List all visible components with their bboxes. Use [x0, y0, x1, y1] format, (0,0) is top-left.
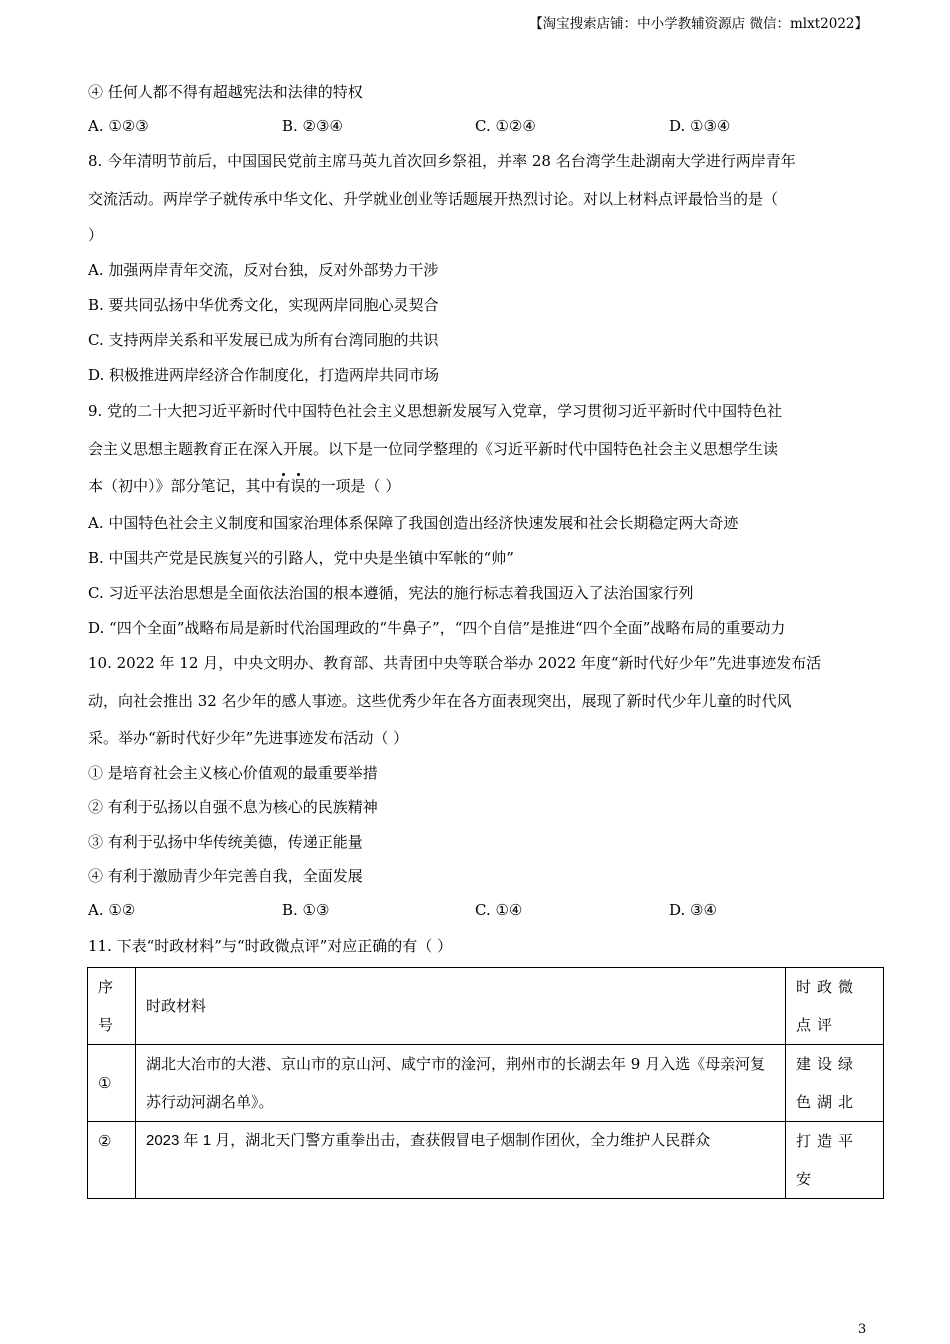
q7-option-b: B. ②③④: [282, 117, 343, 135]
table-cell-index: ①: [88, 1045, 136, 1122]
q10-stem-line-3: 采。举办“新时代好少年”先进事迹发布活动（ ）: [88, 729, 409, 747]
table-header-row: [88, 968, 884, 1045]
q9-stem-line-1: 9. 党的二十大把习近平新时代中国特色社会主义思想新发展写入党章，学习贯彻习近平新时代中国特色社: [88, 402, 783, 420]
q8-option-a: A. 加强两岸青年交流，反对台独，反对外部势力干涉: [88, 261, 439, 279]
emphasis-char-2: 误: [290, 477, 306, 495]
q8-option-c: C. 支持两岸关系和平发展已成为所有台湾同胞的共识: [88, 331, 439, 349]
q7-option-d: D. ①③④: [669, 117, 731, 135]
q8-stem-line-2: 交流活动。两岸学子就传承中华文化、升学就业创业等话题展开热烈讨论。对以上材料点评最恰当的是（: [88, 190, 779, 208]
q7-option-c: C. ①②④: [475, 117, 536, 135]
q9-stem-post: 的一项是（ ）: [305, 477, 401, 495]
q10-stem-line-1: 10. 2022 年 12 月，中央文明办、教育部、共青团中央等联合举办 2022 年度“新时代好少年”先进事迹发布活: [88, 654, 822, 672]
table-header-comment: 时政微点评: [786, 968, 884, 1045]
table-cell-comment: 打造平安: [786, 1122, 884, 1199]
q10-option-a: A. ①②: [88, 901, 136, 919]
q8-stem-line-3: ）: [88, 226, 104, 244]
q10-item-4: ④ 有利于激励青少年完善自我，全面发展: [88, 867, 363, 885]
table-header-index: 序号: [88, 968, 136, 1045]
q8-stem-line-1: 8. 今年清明节前后，中国国民党前主席马英九首次回乡祭祖，并率 28 名台湾学生赴湖南大学进行两岸青年: [88, 152, 796, 170]
q11-table: [87, 967, 884, 1199]
page-number: 3: [858, 1322, 867, 1337]
table-cell-comment: 建设绿色湖北: [786, 1045, 884, 1122]
q10-option-b: B. ①③: [282, 901, 330, 919]
table-header-material: 时政材料: [136, 968, 786, 1045]
q9-stem-line-3: [88, 475, 400, 497]
q9-option-c: C. 习近平法治思想是全面依法治国的根本遵循，宪法的施行标志着我国迈入了法治国家行列: [88, 584, 694, 602]
q9-option-d: D. “四个全面”战略布局是新时代治国理政的“牛鼻子”，“四个自信”是推进“四个全面”战略布局的重要动力: [88, 619, 786, 637]
q9-stem-pre: 本（初中）》部分笔记，其中: [88, 477, 276, 495]
table-cell-material: 2023 年 1 月，湖北天门警方重拳出击，查获假冒电子烟制作团伙，全力维护人民群众: [136, 1122, 786, 1199]
q8-option-b: B. 要共同弘扬中华优秀文化，实现两岸同胞心灵契合: [88, 296, 439, 314]
q9-option-a: A. 中国特色社会主义制度和国家治理体系保障了我国创造出经济快速发展和社会长期稳定两大奇迹: [88, 514, 739, 532]
q10-option-c: C. ①④: [475, 901, 523, 919]
page-header: 【淘宝搜索店铺：中小学教辅资源店 微信：mlxt2022】: [529, 16, 868, 32]
q7-option-a: A. ①②③: [88, 117, 149, 135]
table-row: [88, 1122, 884, 1199]
table-cell-index: ②: [88, 1122, 136, 1199]
q9-stem-line-2: 会主义思想主题教育正在深入开展。以下是一位同学整理的《习近平新时代中国特色社会主义思想学生读: [88, 440, 779, 458]
q10-item-3: ③ 有利于弘扬中华传统美德，传递正能量: [88, 833, 363, 851]
table-row: [88, 1045, 884, 1122]
q10-option-d: D. ③④: [669, 901, 717, 919]
table-cell-material: 湖北大冶市的大港、京山市的京山河、咸宁市的淦河，荆州市的长湖去年 9 月入选《母亲河复苏行动河湖名单》。: [136, 1045, 786, 1122]
q10-item-2: ② 有利于弘扬以自强不息为核心的民族精神: [88, 798, 378, 816]
q8-option-d: D. 积极推进两岸经济合作制度化，打造两岸共同市场: [88, 366, 440, 384]
q10-item-1: ① 是培育社会主义核心价值观的最重要举措: [88, 764, 378, 782]
q10-stem-line-2: 动，向社会推出 32 名少年的感人事迹。这些优秀少年在各方面表现突出，展现了新时代少年儿童的时代风: [88, 692, 792, 710]
q9-option-b: B. 中国共产党是民族复兴的引路人，党中央是坐镇中军帐的“帅”: [88, 549, 514, 567]
q11-stem: 11. 下表“时政材料”与“时政微点评”对应正确的有（ ）: [88, 937, 453, 955]
q7-item-4: ④ 任何人都不得有超越宪法和法律的特权: [88, 83, 363, 101]
emphasis-char-1: 有: [275, 477, 291, 495]
